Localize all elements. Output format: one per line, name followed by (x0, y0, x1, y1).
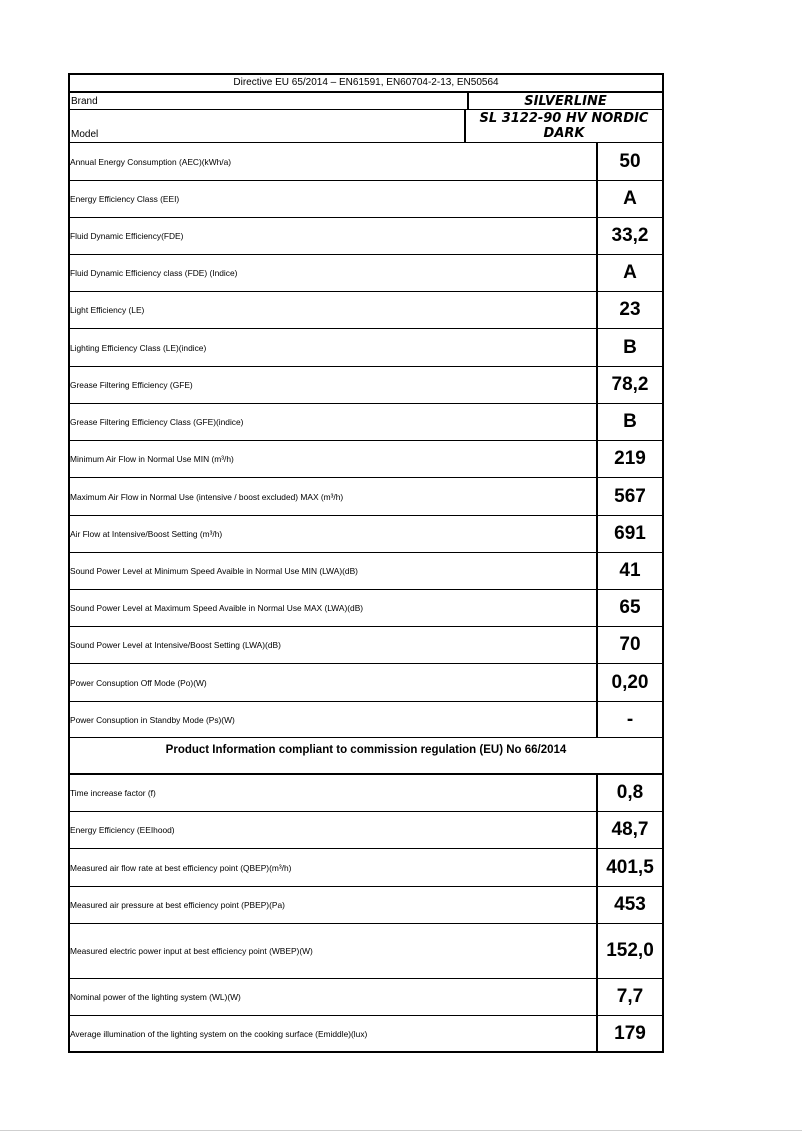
table-row (68, 478, 664, 516)
table-row (68, 292, 664, 329)
section-title: Product Information compliant to commission regulation (EU) No 66/2014 (68, 738, 664, 775)
row-value: 219 (614, 448, 646, 469)
row-label: Fluid Dynamic Efficiency class (FDE) (Indice) (70, 255, 598, 291)
table-row (68, 329, 664, 367)
row-label: Maximum Air Flow in Normal Use (intensive / boost excluded) MAX (m³/h) (70, 478, 598, 515)
brand-label: Brand (70, 93, 469, 109)
table-row (68, 979, 664, 1016)
row-label: Energy Efficiency (EEIhood) (70, 812, 598, 848)
row-label: Fluid Dynamic Efficiency(FDE) (70, 218, 598, 254)
table-row (68, 590, 664, 627)
table-row (68, 775, 664, 812)
table-row (68, 1016, 664, 1053)
row-label: Light Efficiency (LE) (70, 292, 598, 328)
row-label: Sound Power Level at Intensive/Boost Setting (LWA)(dB) (70, 627, 598, 663)
row-value: A (623, 262, 637, 283)
table-row (68, 255, 664, 292)
row-value: 50 (619, 150, 641, 172)
row-value: A (623, 188, 637, 209)
spec-table (68, 73, 664, 1053)
row-label: Minimum Air Flow in Normal Use MIN (m³/h) (70, 441, 598, 477)
row-label: Measured air pressure at best efficiency point (PBEP)(Pa) (70, 887, 598, 923)
model-label: Model (70, 110, 466, 142)
row-value: 7,7 (616, 986, 644, 1007)
table-row (68, 441, 664, 478)
row-value: 70 (619, 634, 641, 655)
table-row (68, 812, 664, 849)
table-row (68, 218, 664, 255)
row-value: 23 (619, 299, 641, 320)
row-value: 152,0 (606, 940, 654, 961)
row-value: 65 (619, 597, 641, 618)
row-value: 0,8 (616, 782, 644, 803)
efficiency-rows (68, 775, 664, 1053)
table-row (68, 627, 664, 664)
model-value-line1: SL 3122-90 HV NORDIC (479, 111, 649, 126)
row-label: Annual Energy Consumption (AEC)(kWh/a) (70, 143, 598, 180)
table-row (68, 143, 664, 181)
row-value: 401,5 (606, 856, 654, 878)
row-label: Measured electric power input at best efficiency point (WBEP)(W) (70, 924, 598, 978)
row-label: Grease Filtering Efficiency (GFE) (70, 367, 598, 403)
row-label: Time increase factor (f) (70, 775, 598, 811)
page-bottom-rule (0, 1130, 802, 1131)
row-label: Power Consuption Off Mode (Po)(W) (70, 664, 598, 701)
row-value: B (623, 411, 637, 432)
row-label: Measured air flow rate at best efficiency point (QBEP)(m³/h) (70, 849, 598, 886)
model-row (68, 110, 664, 143)
model-value (466, 110, 662, 142)
row-value: 453 (614, 894, 646, 915)
row-label: Air Flow at Intensive/Boost Setting (m³/h) (70, 516, 598, 552)
table-row (68, 404, 664, 441)
table-row (68, 367, 664, 404)
row-value: 179 (614, 1022, 646, 1044)
table-row (68, 849, 664, 887)
table-row (68, 553, 664, 590)
row-value: 48,7 (611, 819, 649, 840)
row-label: Sound Power Level at Minimum Speed Avaible in Normal Use MIN (LWA)(dB) (70, 553, 598, 589)
row-value: 41 (619, 560, 641, 581)
table-row (68, 664, 664, 702)
table-row (68, 702, 664, 738)
brand-row (68, 91, 664, 110)
model-value-line2: DARK (543, 126, 585, 141)
row-value: 33,2 (611, 225, 649, 246)
table-row (68, 181, 664, 218)
row-label: Average illumination of the lighting system on the cooking surface (Emiddle)(lux) (70, 1016, 598, 1051)
row-label: Energy Efficiency Class (EEI) (70, 181, 598, 217)
row-value: 0,20 (611, 671, 649, 693)
row-value: 691 (614, 523, 646, 544)
row-value: 78,2 (611, 374, 649, 395)
table-row (68, 924, 664, 979)
row-value: B (623, 336, 637, 358)
energy-rows (68, 143, 664, 738)
row-value: - (626, 708, 634, 730)
row-value: 567 (614, 485, 646, 507)
row-label: Sound Power Level at Maximum Speed Avaible in Normal Use MAX (LWA)(dB) (70, 590, 598, 626)
brand-value: SILVERLINE (524, 94, 607, 109)
row-label: Nominal power of the lighting system (WL)(W) (70, 979, 598, 1015)
row-label: Grease Filtering Efficiency Class (GFE)(indice) (70, 404, 598, 440)
table-row (68, 516, 664, 553)
directive-header: Directive EU 65/2014 – EN61591, EN60704-2-13, EN50564 (68, 73, 664, 91)
row-label: Lighting Efficiency Class (LE)(indice) (70, 329, 598, 366)
row-label: Power Consuption in Standby Mode (Ps)(W) (70, 702, 598, 737)
table-row (68, 887, 664, 924)
